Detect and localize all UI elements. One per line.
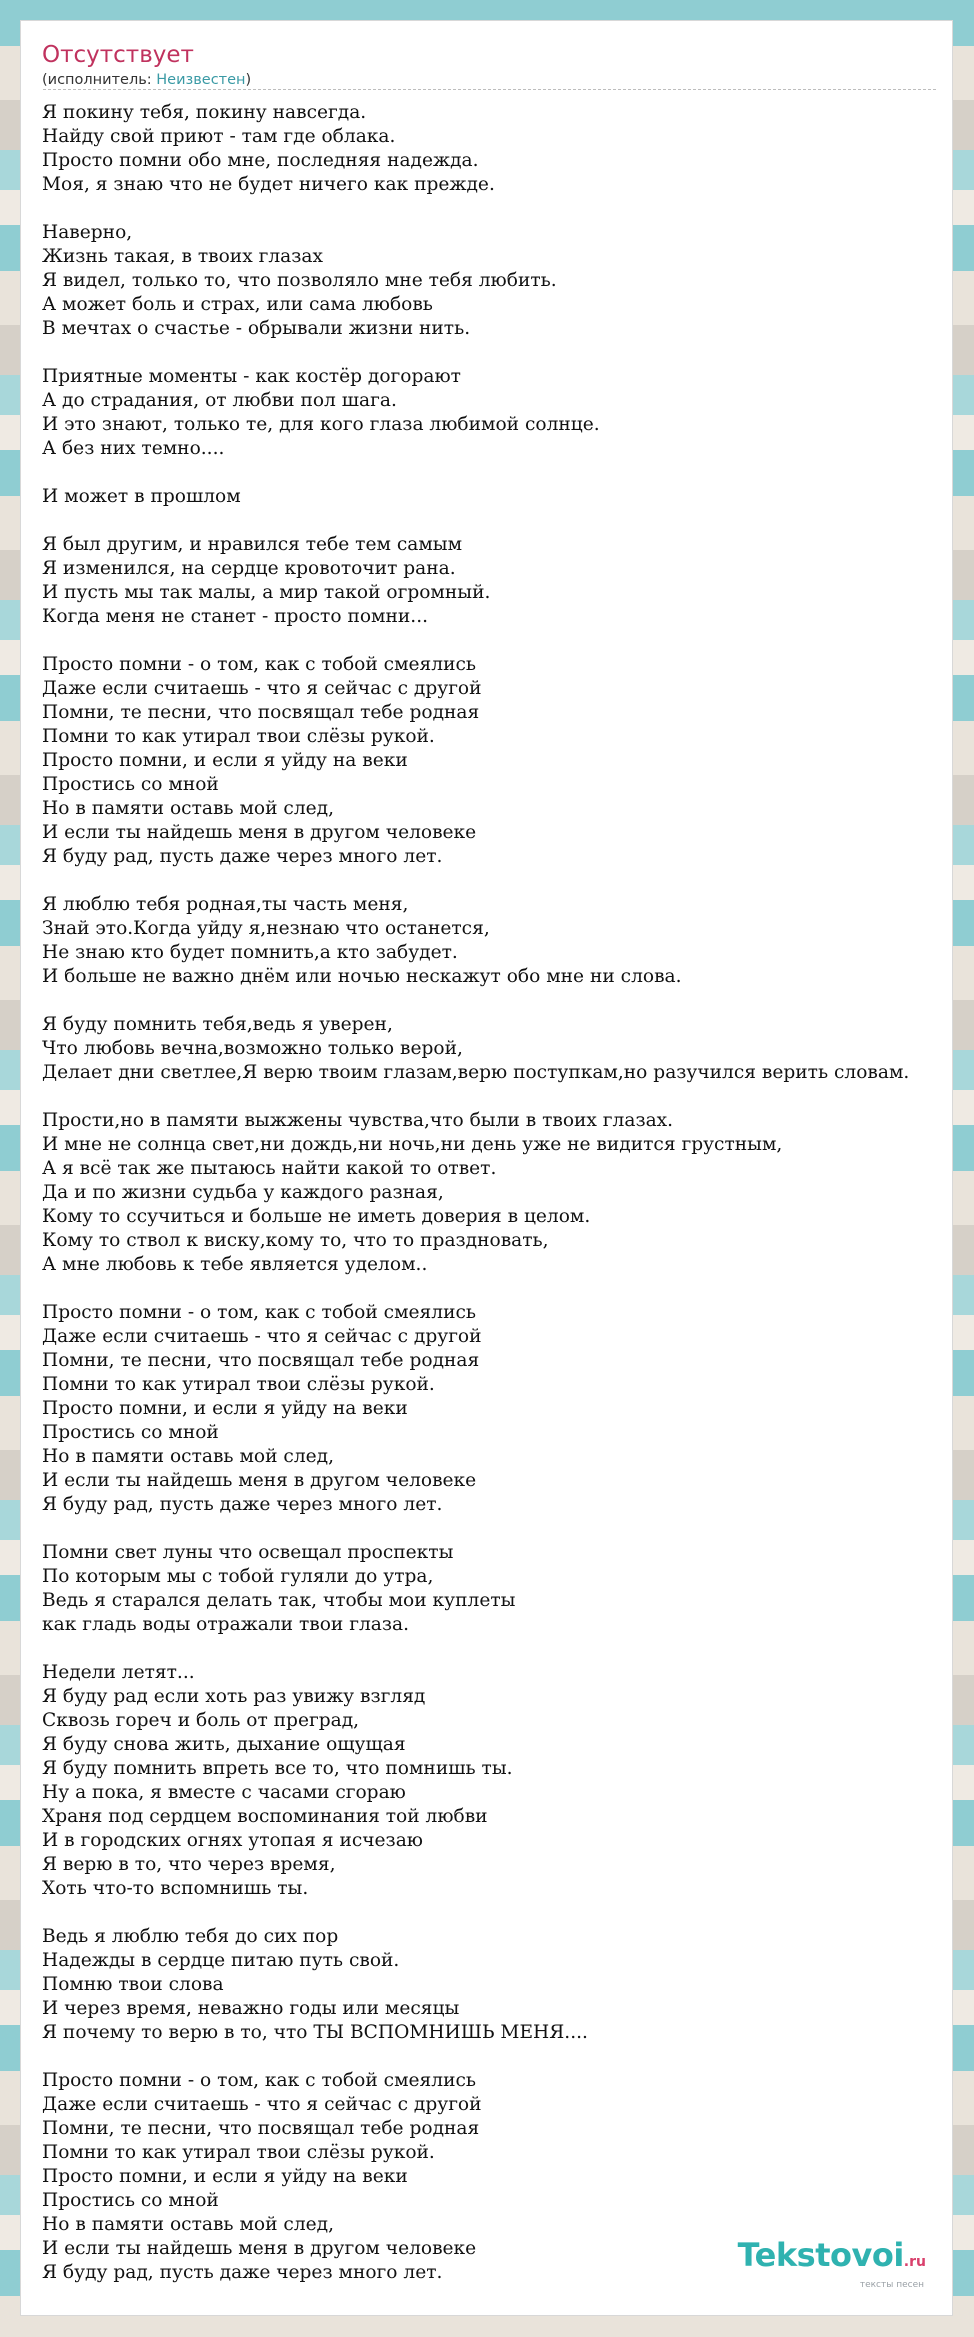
song-title: Отсутствует bbox=[42, 42, 194, 68]
header-divider bbox=[43, 89, 936, 90]
lyrics-text: Я покину тебя, покину навсегда. Найду свой приют - там где облака. Просто помни обо мне, последняя надежда. Моя, я знаю что не будет ничего как прежде. Наверно, Жизнь такая, в твоих глазах Я видел, только то, что позволяло мне тебя любить. А может боль и страх, или сама любовь В мечтах о счастье - обрывали жизни нить. Приятные моменты - как костёр догорают А до страдания, от любви пол шага. И это знают, только те, для кого глаза любимой солнце. А без них темно.... И может в прошлом Я был другим, и нравился тебе тем самым Я изменился, на сердце кровоточит рана. И пусть мы так малы, а мир такой огромный. Когда меня не станет - просто помни... Просто помни - о том, как с тобой смеялись Даже если считаешь - что я сейчас с другой Помни, те песни, что посвящал тебе родная Помни то как утирал твои слёзы рукой. Просто помни, и если я уйду на веки Простись со мной Но в памяти оставь мой след, И если ты найдешь меня в другом человеке Я буду рад, пусть даже через много лет. Я люблю тебя родная,ты часть меня, Знай это.Когда уйду я,незнаю что останется, Не знаю кто будет помнить,а кто забудет. И больше не важно днём или ночью нескажут обо мне ни слова. Я буду помнить тебя,ведь я уверен, Что любовь вечна,возможно только верой, Делает дни светлее,Я верю твоим глазам,верю поступкам,но разучился верить словам. Прости,но в памяти выжжены чувства,что были в твоих глазах. И мне не солнца свет,ни дождь,ни ночь,ни день уже не видится грустным, А я всё так же пытаюсь найти какой то ответ. Да и по жизни судьба у каждого разная, Кому то ссучиться и больше не иметь доверия в целом. Кому то ствол к виску,кому то, что то праздновать, А мне любовь к тебе является уделом.. Просто помни - о том, как с тобой смеялись Даже если считаешь - что я сейчас с другой Помни, те песни, что посвящал тебе родная Помни то как утирал твои слёзы рукой. Просто помни, и если я уйду на веки Простись со мной Но в памяти оставь мой след, И если ты найдешь меня в другом человеке Я буду рад, пусть даже через много лет. Помни свет луны что освещал проспекты По которым мы с тобой гуляли до утра, Ведь я старался делать так, чтобы мои куплеты как гладь воды отражали твои глаза. Недели летят... Я буду рад если хоть раз увижу взгляд Сквозь гореч и боль от преград, Я буду снова жить, дыхание ощущая Я буду помнить впреть все то, что помнишь ты. Ну а пока, я вместе с часами сгораю Храня под сердцем воспоминания той любви И в городских огнях утопая я исчезаю Я верю в то, что через время, Хоть что-то вспомнишь ты. Ведь я люблю тебя до сих пор Надежды в сердце питаю путь свой. Помню твои слова И через время, неважно годы или месяцы Я почему то верю в то, что ТЫ ВСПОМНИШЬ МЕНЯ.... Просто помни - о том, как с тобой смеялись Даже если считаешь - что я сейчас с другой Помни, те песни, что посвящал тебе родная Помни то как утирал твои слёзы рукой. Просто помни, и если я уйду на веки Простись со мной Но в памяти оставь мой след, И если ты найдешь меня в другом человеке Я буду рад, пусть даже через много лет. bbox=[42, 102, 910, 2283]
artist-prefix: (исполнитель: bbox=[42, 72, 157, 88]
logo-tld: .ru bbox=[903, 2254, 926, 2270]
lyrics-card bbox=[20, 20, 953, 2316]
artist-suffix: ) bbox=[245, 72, 252, 88]
logo-wordmark bbox=[738, 2237, 926, 2280]
logo-tagline: тексты песен bbox=[859, 2280, 924, 2290]
artist-link[interactable]: Неизвестен bbox=[156, 72, 246, 88]
site-logo[interactable] bbox=[738, 2237, 926, 2290]
artist-line bbox=[42, 71, 251, 89]
logo-name: Tekstovoi bbox=[737, 2236, 904, 2274]
